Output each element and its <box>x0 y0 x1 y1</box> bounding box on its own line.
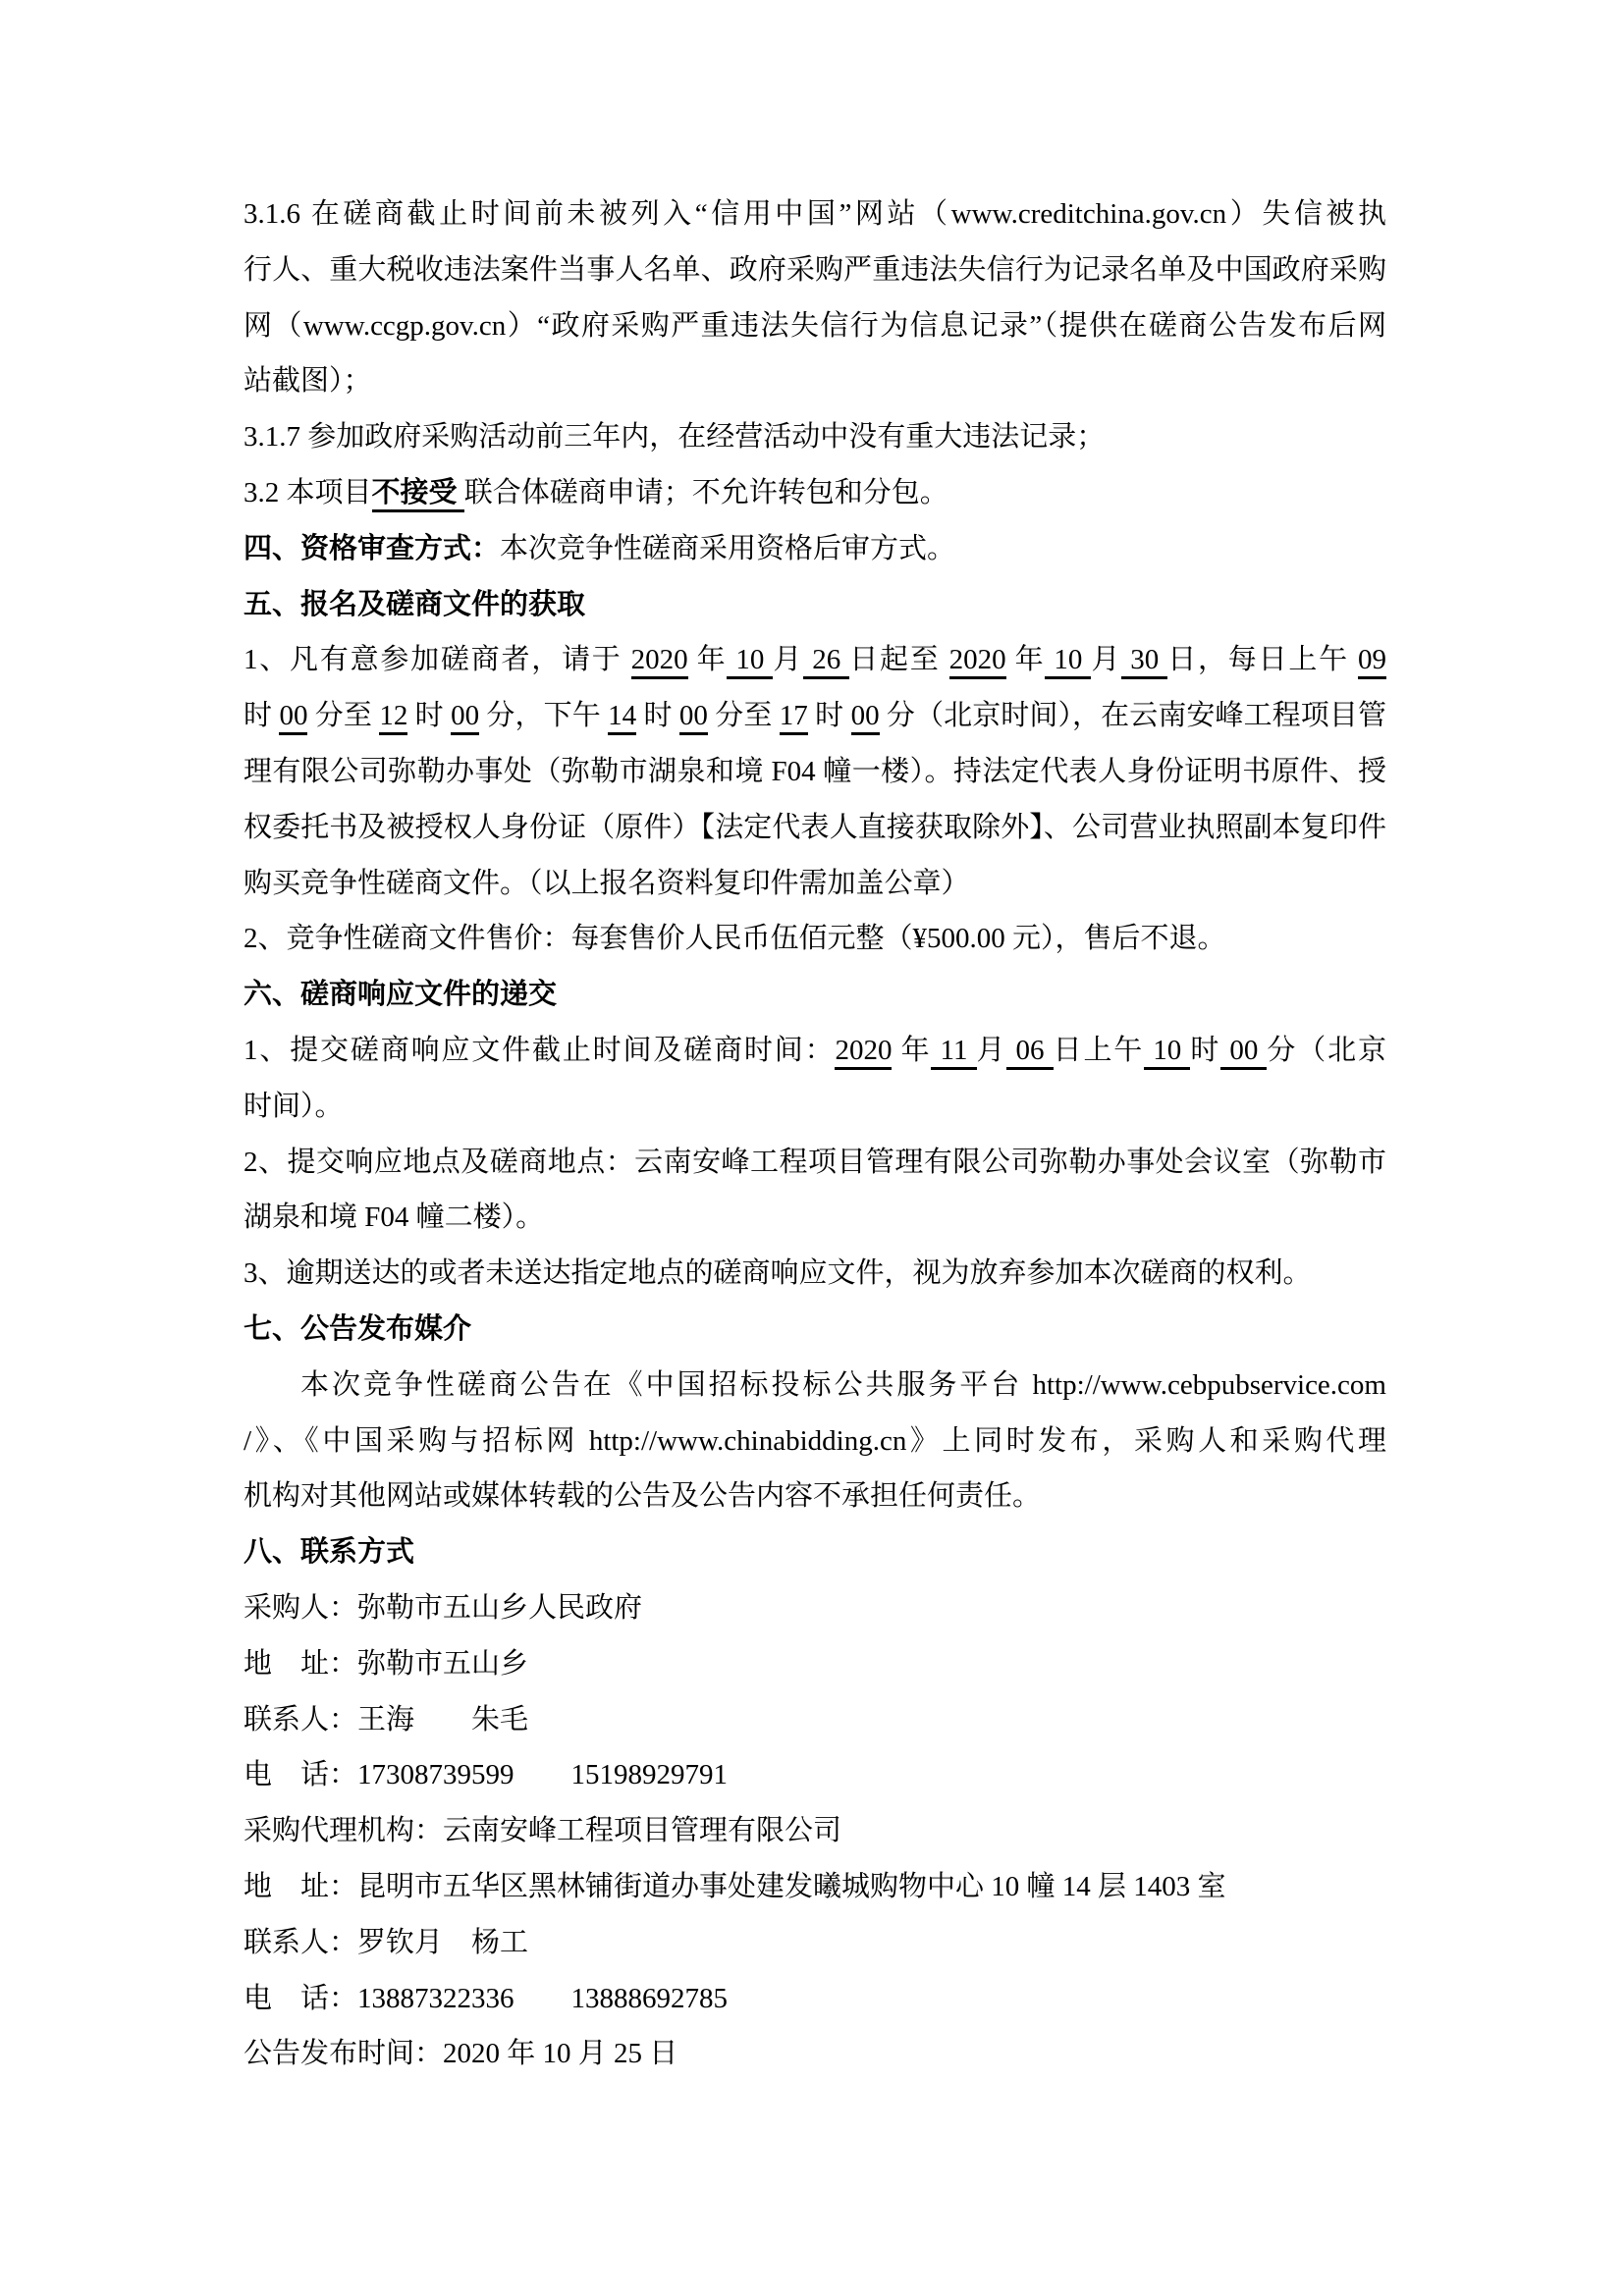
text-segment: 时 <box>244 700 280 732</box>
text-segment: 时 <box>807 700 851 732</box>
text-segment: 行人、重大税收违法案件当事人名单、政府采购严重违法失信行为记录名单及中国政府采购 <box>244 253 1386 286</box>
text-segment: 本次竞争性磋商公告在《中国招标投标公共服务平台 http://www.cebpubservice.com <box>300 1368 1386 1401</box>
text-segment: 年 <box>1005 644 1046 676</box>
text-segment: /》、《中国采购与招标网 http://www.chinabidding.cn》上同时发布，采购人和采购代理 <box>244 1424 1386 1457</box>
underlined-text: 06 <box>1006 1035 1053 1070</box>
text-segment: 1、提交磋商响应文件截止时间及磋商时间： <box>244 1034 836 1066</box>
underlined-text: 00 <box>451 700 479 735</box>
text-segment: 站截图）； <box>244 365 372 398</box>
text-line <box>244 1915 1386 1971</box>
text-segment: 2、竞争性磋商文件售价：每套售价人民币伍佰元整（¥500.00 元），售后不退。 <box>244 923 1226 955</box>
text-line <box>244 1358 1386 1414</box>
text-segment: 分（北京时间），在云南安峰工程项目管 <box>879 700 1386 732</box>
text-segment: 日上午 <box>1053 1034 1145 1066</box>
document-body <box>244 187 1386 2082</box>
underlined-text: 00 <box>851 700 880 735</box>
text-segment: 时间）。 <box>244 1090 344 1122</box>
text-segment: 1、凡有意参加磋商者，请于 <box>244 644 631 676</box>
underlined-text: 09 <box>1358 644 1386 679</box>
text-segment: 3.1.7 参加政府采购活动前三年内，在经营活动中没有重大违法记录； <box>244 421 1106 454</box>
bold-heading-text: 六、磋商响应文件的递交 <box>244 979 558 1011</box>
text-line <box>244 1190 1386 1246</box>
text-line <box>244 1302 1386 1358</box>
text-segment: 购买竞争性磋商文件。（以上报名资料复印件需加盖公章） <box>244 867 970 899</box>
text-segment: 网（www.ccgp.gov.cn）“政府采购严重违法失信行为信息记录”（提供在磋商公告发布后网 <box>244 309 1386 342</box>
bold-heading-text: 八、联系方式 <box>244 1536 415 1569</box>
text-segment: 权委托书及被授权人身份证（原件）【法定代表人直接获取除外】、公司营业执照副本复印件 <box>244 811 1386 843</box>
text-line <box>244 1803 1386 1859</box>
text-segment: 机构对其他网站或媒体转载的公告及公告内容不承担任何责任。 <box>244 1480 1042 1513</box>
text-line <box>244 1971 1386 2027</box>
text-segment: 日起至 <box>849 644 949 676</box>
text-line <box>244 2026 1386 2082</box>
text-segment: 联合体磋商申请；不允许转包和分包。 <box>463 476 948 508</box>
text-line <box>244 1414 1386 1469</box>
text-segment: 采购代理机构：云南安峰工程项目管理有限公司 <box>244 1815 842 1847</box>
text-line <box>244 1524 1386 1580</box>
text-line <box>244 1636 1386 1692</box>
text-line <box>244 577 1386 633</box>
text-segment: 电 话：17308739599 15198929791 <box>244 1759 729 1791</box>
bold-heading-text: 四、资格审查方式： <box>244 532 501 564</box>
text-line <box>244 967 1386 1023</box>
text-line <box>244 1692 1386 1748</box>
text-line <box>244 1079 1386 1135</box>
text-line <box>244 242 1386 298</box>
bold-heading-text: 七、公告发布媒介 <box>244 1312 472 1345</box>
text-segment: 时 <box>1190 1034 1221 1066</box>
text-segment: 月 <box>1091 644 1122 676</box>
text-segment: 月 <box>976 1034 1007 1066</box>
text-segment: 地 址：昆明市五华区黑林铺街道办事处建发曦城购物中心 10 幢 14 层 1403 室 <box>244 1870 1226 1902</box>
text-segment: 湖泉和境 F04 幢二楼）。 <box>244 1201 545 1234</box>
text-line <box>244 744 1386 800</box>
text-line <box>244 1747 1386 1803</box>
text-segment: 理有限公司弥勒办事处（弥勒市湖泉和境 F04 幢一楼）。持法定代表人身份证明书原件、授 <box>244 755 1386 787</box>
underlined-text: 11 <box>931 1035 976 1070</box>
text-line <box>244 800 1386 856</box>
text-segment: 月 <box>773 644 804 676</box>
text-segment: 分（北京 <box>1267 1034 1386 1066</box>
text-line <box>244 465 1386 521</box>
underlined-text: 10 <box>1045 644 1091 679</box>
text-line <box>244 1023 1386 1079</box>
text-line <box>244 1135 1386 1191</box>
underlined-text: 2020 <box>631 644 688 679</box>
text-line <box>244 856 1386 912</box>
underlined-text: 2020 <box>949 644 1006 679</box>
text-segment: 分至 <box>307 700 380 732</box>
text-segment: 3、逾期送达的或者未送达指定地点的磋商响应文件，视为放弃参加本次磋商的权利。 <box>244 1257 1312 1290</box>
underlined-text: 00 <box>279 700 307 735</box>
underlined-text: 00 <box>1220 1035 1267 1070</box>
text-segment: 日，每日上午 <box>1167 644 1358 676</box>
bold-heading-text: 五、报名及磋商文件的获取 <box>244 588 586 620</box>
underlined-text: 2020 <box>835 1035 892 1070</box>
text-line <box>244 521 1386 577</box>
text-segment: 联系人：王海 朱毛 <box>244 1703 529 1735</box>
text-line <box>244 911 1386 967</box>
underlined-text: 26 <box>803 644 849 679</box>
text-line <box>244 1246 1386 1302</box>
text-segment: 3.1.6 在磋商截止时间前未被列入“信用中国”网站（www.creditchina.gov.cn）失信被执 <box>244 198 1386 230</box>
text-line <box>244 1468 1386 1524</box>
underlined-text: 12 <box>379 700 407 735</box>
text-line <box>244 353 1386 409</box>
text-segment: 3.2 本项目 <box>244 476 372 508</box>
underlined-text: 30 <box>1121 644 1167 679</box>
text-line <box>244 1859 1386 1915</box>
text-line <box>244 298 1386 354</box>
text-segment: 公告发布时间：2020 年 10 月 25 日 <box>244 2038 678 2070</box>
underlined-text: 10 <box>727 644 773 679</box>
text-segment: 本次竞争性磋商采用资格后审方式。 <box>500 532 956 564</box>
text-line <box>244 1580 1386 1636</box>
underlined-text: 10 <box>1144 1035 1190 1070</box>
text-segment: 年 <box>892 1034 932 1066</box>
text-segment: 分至 <box>707 700 780 732</box>
underlined-text: 14 <box>608 700 636 735</box>
underlined-text: 00 <box>679 700 708 735</box>
text-segment: 分，下午 <box>479 700 609 732</box>
text-segment: 时 <box>636 700 679 732</box>
text-segment: 电 话：13887322336 13888692785 <box>244 1982 729 2014</box>
text-line <box>244 632 1386 688</box>
text-segment: 时 <box>407 700 452 732</box>
text-segment: 地 址：弥勒市五山乡 <box>244 1647 529 1680</box>
text-segment: 联系人：罗钦月 杨工 <box>244 1926 529 1958</box>
text-segment: 年 <box>687 644 728 676</box>
text-line <box>244 187 1386 242</box>
underlined-text: 17 <box>780 700 808 735</box>
text-line <box>244 409 1386 465</box>
text-segment: 采购人：弥勒市五山乡人民政府 <box>244 1591 643 1624</box>
underlined-text: 不接受 <box>372 477 464 512</box>
text-line <box>244 688 1386 744</box>
text-segment: 2、提交响应地点及磋商地点：云南安峰工程项目管理有限公司弥勒办事处会议室（弥勒市 <box>244 1146 1386 1178</box>
